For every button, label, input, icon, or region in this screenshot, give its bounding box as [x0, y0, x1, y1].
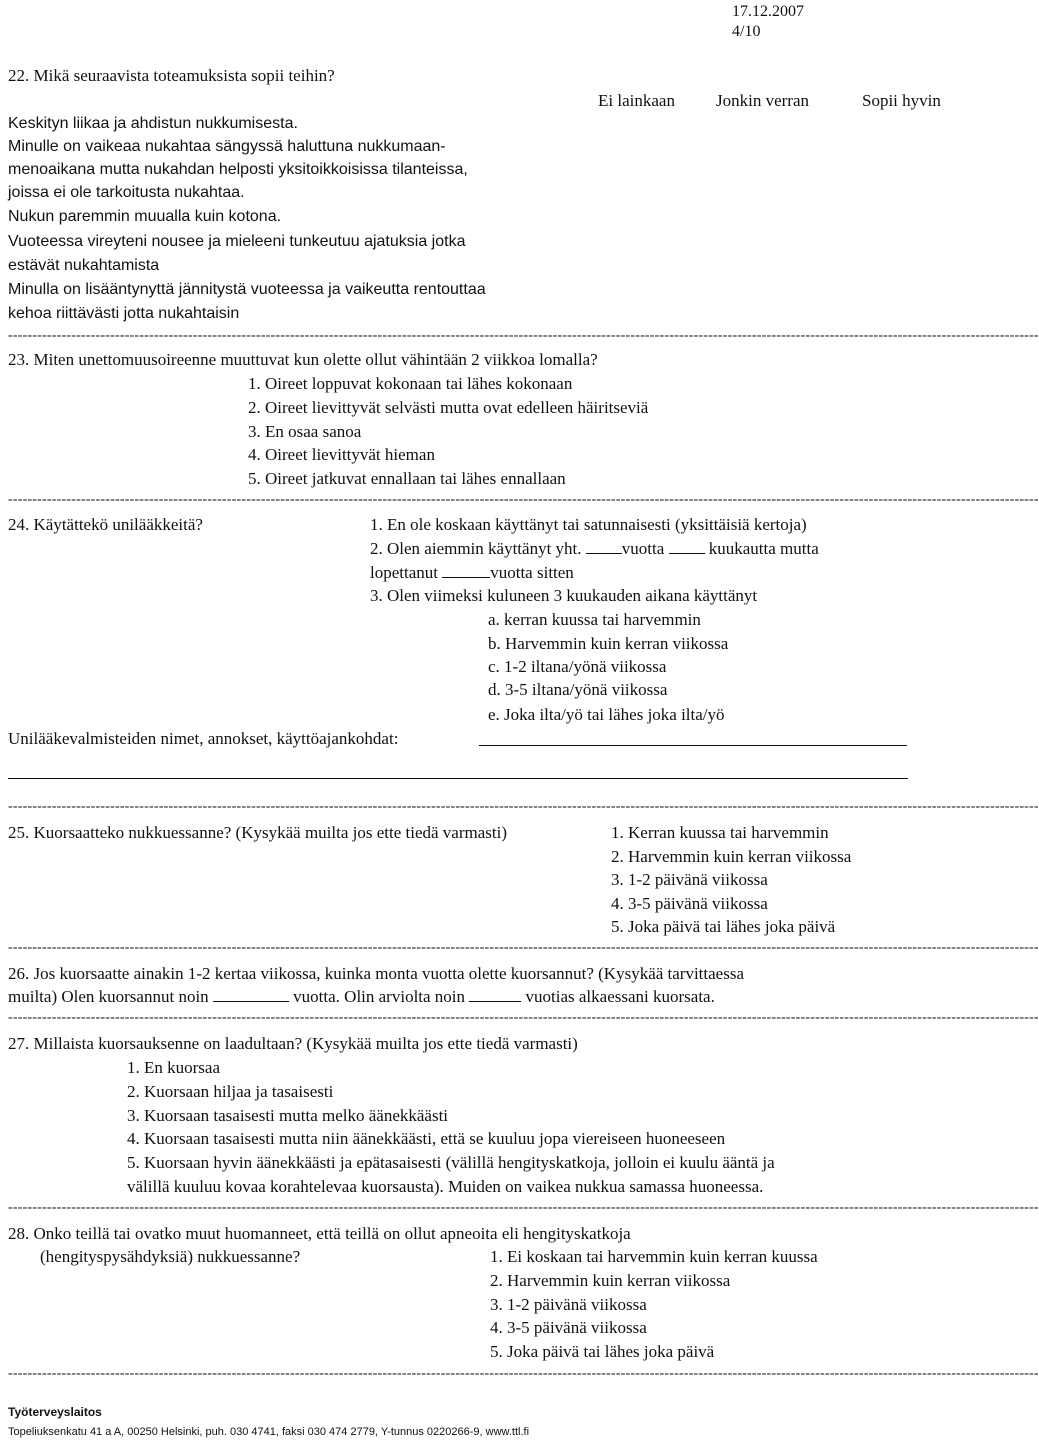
q28-option: 3. 1-2 päivänä viikossa	[490, 1295, 647, 1314]
q26-answer-line	[8, 985, 715, 1009]
section-separator: --------------------------------------------------------------------------------------------------------------------------------------------------------------------------------------------------------------------	[8, 1366, 1039, 1381]
q25-option: 4. 3-5 päivänä viikossa	[611, 894, 768, 913]
snoring-age-blank[interactable]	[469, 1000, 521, 1002]
medication-label: Unilääkevalmisteiden nimet, annokset, käyttöajankohdat:	[8, 729, 399, 748]
q24-stopped-label: lopettanut	[370, 563, 438, 582]
q26-start-label: vuotias alkaessani kuorsata.	[525, 987, 715, 1006]
q27-option: 1. En kuorsaa	[127, 1058, 221, 1077]
section-separator: --------------------------------------------------------------------------------------------------------------------------------------------------------------------------------------------------------------------	[8, 492, 1039, 507]
q24-option-2-text: 2. Olen aiemmin käyttänyt yht.	[370, 539, 582, 558]
q22-statement: joissa ei ole tarkoitusta nukahtaa.	[8, 184, 245, 201]
q27-option: 4. Kuorsaan tasaisesti mutta niin äänekkäästi, että se kuuluu jopa viereiseen huoneeseen	[127, 1129, 726, 1148]
q27-option: 3. Kuorsaan tasaisesti mutta melko äänekkäästi	[127, 1106, 449, 1125]
years-used-blank[interactable]	[586, 552, 622, 554]
section-separator: --------------------------------------------------------------------------------------------------------------------------------------------------------------------------------------------------------------------	[8, 799, 1039, 814]
q28-option: 5. Joka päivä tai lähes joka päivä	[490, 1342, 715, 1361]
q23-option: 3. En osaa sanoa	[248, 422, 362, 441]
years-since-blank[interactable]	[442, 576, 490, 578]
q27-question: 27. Millaista kuorsauksenne on laadultaan? (Kysykää muilta jos ette tiedä varmasti)	[8, 1034, 578, 1053]
q23-option: 5. Oireet jatkuvat ennallaan tai lähes ennallaan	[248, 469, 566, 488]
q26-years-label: muilta) Olen kuorsannut noin	[8, 987, 209, 1006]
months-used-blank[interactable]	[669, 552, 705, 554]
q22-scale-some: Jonkin verran	[716, 91, 810, 110]
section-separator: --------------------------------------------------------------------------------------------------------------------------------------------------------------------------------------------------------------------	[8, 1200, 1039, 1215]
page-number: 4/10	[732, 23, 761, 40]
q25-option: 2. Harvemmin kuin kerran viikossa	[611, 847, 852, 866]
q28-option: 4. 3-5 päivänä viikossa	[490, 1318, 647, 1337]
q22-statement: estävät nukahtamista	[8, 257, 160, 274]
q24-months-label: kuukautta mutta	[708, 539, 819, 558]
q25-question: 25. Kuorsaatteko nukkuessanne? (Kysykää muilta jos ette tiedä varmasti)	[8, 823, 507, 842]
q24-option-2-cont	[370, 561, 574, 585]
q24-option-3: 3. Olen viimeksi kuluneen 3 kuukauden aikana käyttänyt	[370, 586, 758, 605]
section-separator: --------------------------------------------------------------------------------------------------------------------------------------------------------------------------------------------------------------------	[8, 940, 1039, 955]
medication-input-line-2[interactable]	[8, 778, 908, 779]
q22-statement: kehoa riittävästi jotta nukahtaisin	[8, 305, 240, 322]
document-date: 17.12.2007	[732, 3, 804, 20]
q22-question: 22. Mikä seuraavista toteamuksista sopii teihin?	[8, 66, 335, 85]
q24-years-label: vuotta	[621, 539, 665, 558]
q24-sub-option: c. 1-2 iltana/yönä viikossa	[488, 657, 667, 676]
q22-statement: Minulla on lisääntynyttä jännitystä vuoteessa ja vaikeutta rentouttaa	[8, 281, 486, 298]
footer-address: Topeliuksenkatu 41 a A, 00250 Helsinki, puh. 030 4741, faksi 030 474 2779, Y-tunnus 0220266-9, www.ttl.fi	[8, 1426, 530, 1438]
q22-statement: Minulle on vaikeaa nukahtaa sängyssä haluttuna nukkumaan-	[8, 138, 446, 155]
q24-sub-option: a. kerran kuussa tai harvemmin	[488, 610, 701, 629]
q25-option: 1. Kerran kuussa tai harvemmin	[611, 823, 829, 842]
q26-age-label: vuotta. Olin arviolta noin	[293, 987, 466, 1006]
footer-organization: Työterveyslaitos	[8, 1405, 102, 1419]
q23-option: 1. Oireet loppuvat kokonaan tai lähes kokonaan	[248, 374, 573, 393]
medication-input-line[interactable]	[479, 745, 907, 746]
q22-scale-none: Ei lainkaan	[598, 91, 675, 110]
q28-option: 1. Ei koskaan tai harvemmin kuin kerran kuussa	[490, 1247, 818, 1266]
q28-option: 2. Harvemmin kuin kerran viikossa	[490, 1271, 731, 1290]
q24-sub-option: d. 3-5 iltana/yönä viikossa	[488, 680, 668, 699]
q25-option: 5. Joka päivä tai lähes joka päivä	[611, 917, 836, 936]
q27-option: 2. Kuorsaan hiljaa ja tasaisesti	[127, 1082, 334, 1101]
section-separator: --------------------------------------------------------------------------------------------------------------------------------------------------------------------------------------------------------------------	[8, 1010, 1039, 1025]
q23-option: 2. Oireet lievittyvät selvästi mutta ovat edelleen häiritseviä	[248, 398, 649, 417]
q24-years-since-label: vuotta sitten	[490, 563, 574, 582]
q24-sub-option: b. Harvemmin kuin kerran viikossa	[488, 634, 729, 653]
q24-option-2	[370, 537, 819, 561]
q28-question: 28. Onko teillä tai ovatko muut huomanneet, että teillä on ollut apneoita eli hengityskatkoja	[8, 1224, 631, 1243]
q25-option: 3. 1-2 päivänä viikossa	[611, 870, 768, 889]
q24-question: 24. Käytättekö unilääkkeitä?	[8, 515, 203, 534]
q22-statement: Vuoteessa vireyteni nousee ja mieleeni tunkeutuu ajatuksia jotka	[8, 233, 466, 250]
snoring-years-blank[interactable]	[213, 1000, 289, 1002]
q27-option-cont: välillä kuuluu kovaa korahtelevaa kuorsausta). Muiden on vaikea nukkua samassa huoneessa.	[127, 1177, 764, 1196]
q23-question: 23. Miten unettomuusoireenne muuttuvat kun olette ollut vähintään 2 viikkoa lomalla?	[8, 350, 598, 369]
section-separator: --------------------------------------------------------------------------------------------------------------------------------------------------------------------------------------------------------------------	[8, 328, 1039, 343]
q24-sub-option: e. Joka ilta/yö tai lähes joka ilta/yö	[488, 705, 725, 724]
q24-option-1: 1. En ole koskaan käyttänyt tai satunnaisesti (yksittäisiä kertoja)	[370, 515, 807, 534]
q22-scale-well: Sopii hyvin	[862, 91, 941, 110]
q28-question-cont: (hengityspysähdyksiä) nukkuessanne?	[40, 1247, 301, 1266]
q22-statement: Keskityn liikaa ja ahdistun nukkumisesta.	[8, 115, 298, 132]
q27-option: 5. Kuorsaan hyvin äänekkäästi ja epätasaisesti (välillä hengityskatkoja, jolloin ei kuulu ääntä ja	[127, 1153, 775, 1172]
q23-option: 4. Oireet lievittyvät hieman	[248, 445, 435, 464]
q22-statement: Nukun paremmin muualla kuin kotona.	[8, 208, 282, 225]
q22-statement: menoaikana mutta nukahdan helposti yksitoikkoisissa tilanteissa,	[8, 161, 468, 178]
q26-question: 26. Jos kuorsaatte ainakin 1-2 kertaa viikossa, kuinka monta vuotta olette kuorsannut? (Kysykää tarvittaessa	[8, 964, 744, 983]
